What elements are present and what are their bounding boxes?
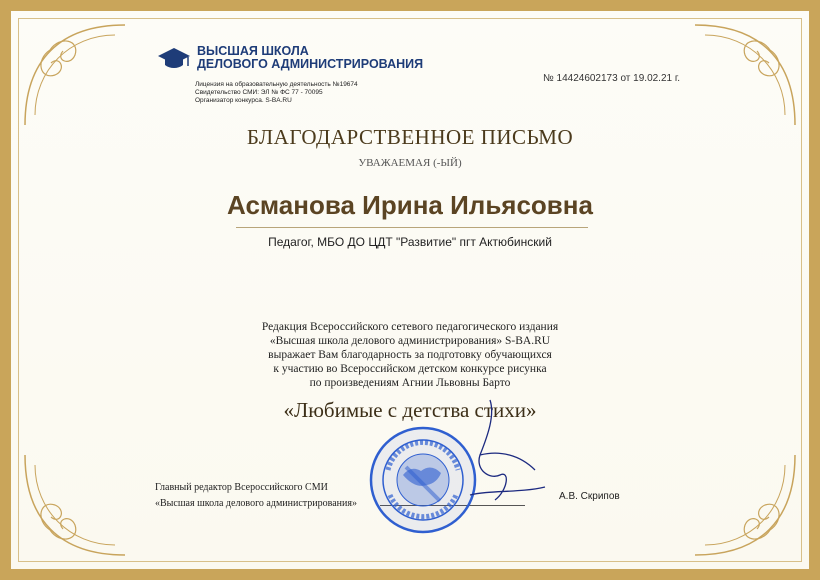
contest-title: «Любимые с детства стихи»: [283, 398, 537, 422]
media-cert-text: Свидетельство СМИ: ЭЛ № ФС 77 - 70095: [195, 89, 323, 96]
license-text: Лицензия на образовательную деятельность №19674: [195, 81, 358, 88]
org-logo: [157, 45, 423, 71]
body-text: [210, 320, 610, 390]
body-line: «Высшая школа делового администрирования» S-BA.RU: [269, 335, 551, 347]
signer-name: А.В. Скрипов: [559, 491, 620, 502]
signature-label: [155, 480, 357, 512]
salutation: УВАЖАЕМАЯ (-ЫЙ): [358, 157, 462, 169]
corner-ornament-icon: [20, 450, 130, 560]
document-title: БЛАГОДАРСТВЕННОЕ ПИСЬМО: [246, 125, 574, 149]
corner-ornament-icon: [690, 20, 800, 130]
signature-line2: «Высшая школа делового администрирования»: [155, 498, 357, 509]
body-line: выражает Вам благодарность за подготовку обучающихся: [268, 349, 552, 361]
certificate-number: № 14424602173 от 19.02.21 г.: [543, 73, 681, 84]
org-name-line1: ВЫСШАЯ ШКОЛА: [197, 44, 309, 58]
body-line: по произведениям Агнии Львовны Барто: [309, 377, 511, 389]
org-name-line2: ДЕЛОВОГО АДМИНИСТРИРОВАНИЯ: [197, 57, 424, 71]
organizer-text: Организатор конкурса. S-BA.RU: [195, 97, 292, 104]
name-underline: [236, 227, 588, 228]
org-details: [195, 81, 358, 105]
recipient-position: Педагог, МБО ДО ЦДТ "Развитие" пгт Актюбинский: [268, 235, 552, 249]
body-line: к участию во Всероссийском детском конкурсе рисунка: [273, 363, 547, 375]
corner-ornament-icon: [20, 20, 130, 130]
corner-ornament-icon: [690, 450, 800, 560]
recipient-name: Асманова Ирина Ильясовна: [227, 190, 593, 220]
graduation-cap-icon: [157, 45, 191, 71]
signature-line1: Главный редактор Всероссийского СМИ: [155, 482, 328, 493]
body-line: Редакция Всероссийского сетевого педагогического издания: [261, 321, 559, 333]
handwritten-signature: [450, 395, 560, 515]
